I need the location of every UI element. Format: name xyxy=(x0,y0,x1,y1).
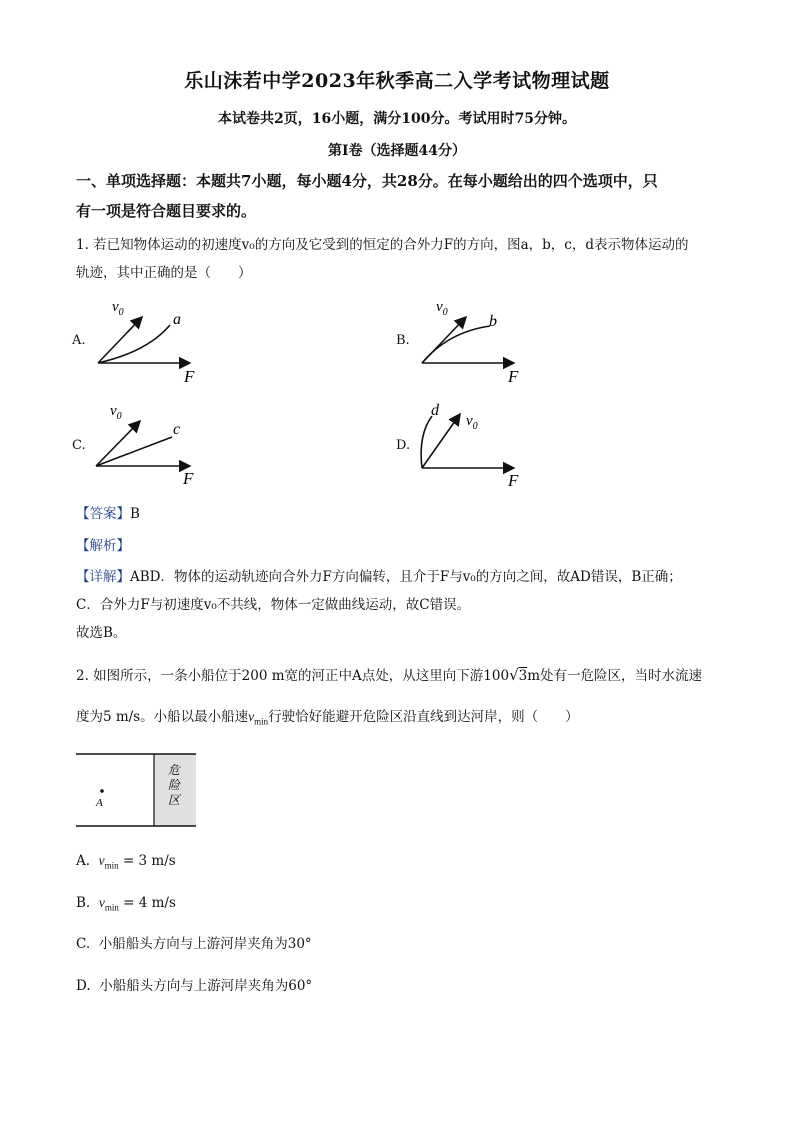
question-1-line2: 轨迹，其中正确的是（ ） xyxy=(76,265,252,281)
v0-label: $v_0$ xyxy=(112,299,124,318)
q1-analysis-tag xyxy=(76,532,726,560)
detail-conclusion: 故选B。 xyxy=(76,625,127,641)
q1-option-b-label: B. xyxy=(396,333,410,348)
v0-label: $v_0$ xyxy=(466,413,478,432)
vmin-symbol: $v_{min}$ xyxy=(248,709,269,727)
q2-option-b: B. $v_{min} = 4$ m/s xyxy=(76,895,176,913)
q1-answer xyxy=(76,500,726,528)
q1-diagram-b xyxy=(416,292,546,387)
question-2-line2 xyxy=(76,703,726,736)
force-label: F xyxy=(508,367,519,386)
trajectory-curve xyxy=(422,326,490,363)
v0-label: $v_0$ xyxy=(110,403,122,422)
answer-value: B xyxy=(130,506,140,522)
sqrt-expression: 100√3m xyxy=(483,666,541,684)
point-a-label: A xyxy=(96,797,103,809)
curve-label: d xyxy=(431,402,439,419)
danger-label-1: 危 xyxy=(168,763,181,777)
trajectory-line xyxy=(96,437,172,466)
curve-label: a xyxy=(173,311,181,328)
section-heading-line1: 一、单项选择题：本题共7小题，每小题4分，共28分。在每小题给出的四个选项中，只 xyxy=(76,172,658,190)
q1-diagram-d xyxy=(416,400,546,495)
section-heading xyxy=(76,166,726,226)
danger-label-3: 区 xyxy=(168,793,181,807)
detail-line2: C．合外力F与初速度v₀不共线，物体一定做曲线运动，故C错误。 xyxy=(76,597,471,613)
force-label: F xyxy=(508,471,519,490)
q1-option-d-label: D. xyxy=(396,438,411,453)
velocity-arrow xyxy=(96,421,140,466)
river-diagram xyxy=(74,752,204,832)
question-1-stem xyxy=(76,231,726,287)
q1-detail xyxy=(76,563,726,647)
detail-line1: ABD．物体的运动轨迹向合外力F方向偏转，且介于F与v₀的方向之间，故AD错误，B正确； xyxy=(130,569,682,585)
q2-option-c: C. 小船船头方向与上游河岸夹角为30° xyxy=(76,936,312,952)
force-label: F xyxy=(183,469,194,488)
curve-label: b xyxy=(489,313,497,330)
section-heading-line2: 有一项是符合题目要求的。 xyxy=(76,202,257,220)
q1-diagram-c xyxy=(90,396,220,491)
answer-tag: 【答案】 xyxy=(76,506,130,522)
q1-diagram-a xyxy=(92,292,222,387)
question-2-line1 xyxy=(76,660,726,691)
q2-option-a: A. $v_{min} = 3$ m/s xyxy=(76,853,176,871)
exam-info: 本试卷共2页，16小题，满分100分。考试用时75分钟。 xyxy=(218,111,576,127)
q2-line1-part1: 2. 如图所示，一条小船位于200 m宽的河正中A点处，从这里向下游 xyxy=(76,668,484,684)
part-heading: 第I卷（选择题44分） xyxy=(327,143,467,159)
page-title: 乐山沫若中学2023年秋季高二入学考试物理试题 xyxy=(184,70,610,92)
q1-option-c-label: C. xyxy=(72,438,86,453)
force-label: F xyxy=(184,367,195,386)
curve-label: c xyxy=(173,421,181,438)
analysis-tag: 【解析】 xyxy=(76,538,130,554)
q1-option-a-label: A. xyxy=(72,333,86,348)
q2-line2-part2: 行驶恰好能避开危险区沿直线到达河岸，则（ ） xyxy=(268,709,579,725)
question-1-line1: 1. 若已知物体运动的初速度v₀的方向及它受到的恒定的合外力F的方向，图a，b，c，d表示物体运动的 xyxy=(76,237,689,253)
trajectory-curve xyxy=(98,325,170,363)
danger-label-2: 险 xyxy=(168,778,181,792)
q2-line2-part1: 度为5 m/s。小船以最小船速 xyxy=(76,709,249,725)
v0-label: $v_0$ xyxy=(436,299,448,318)
q2-line1-part2: 处有一危险区，当时水流速 xyxy=(540,668,703,684)
point-a xyxy=(100,789,104,793)
q2-option-d: D. 小船船头方向与上游河岸夹角为60° xyxy=(76,978,313,994)
detail-tag: 【详解】 xyxy=(76,569,130,585)
